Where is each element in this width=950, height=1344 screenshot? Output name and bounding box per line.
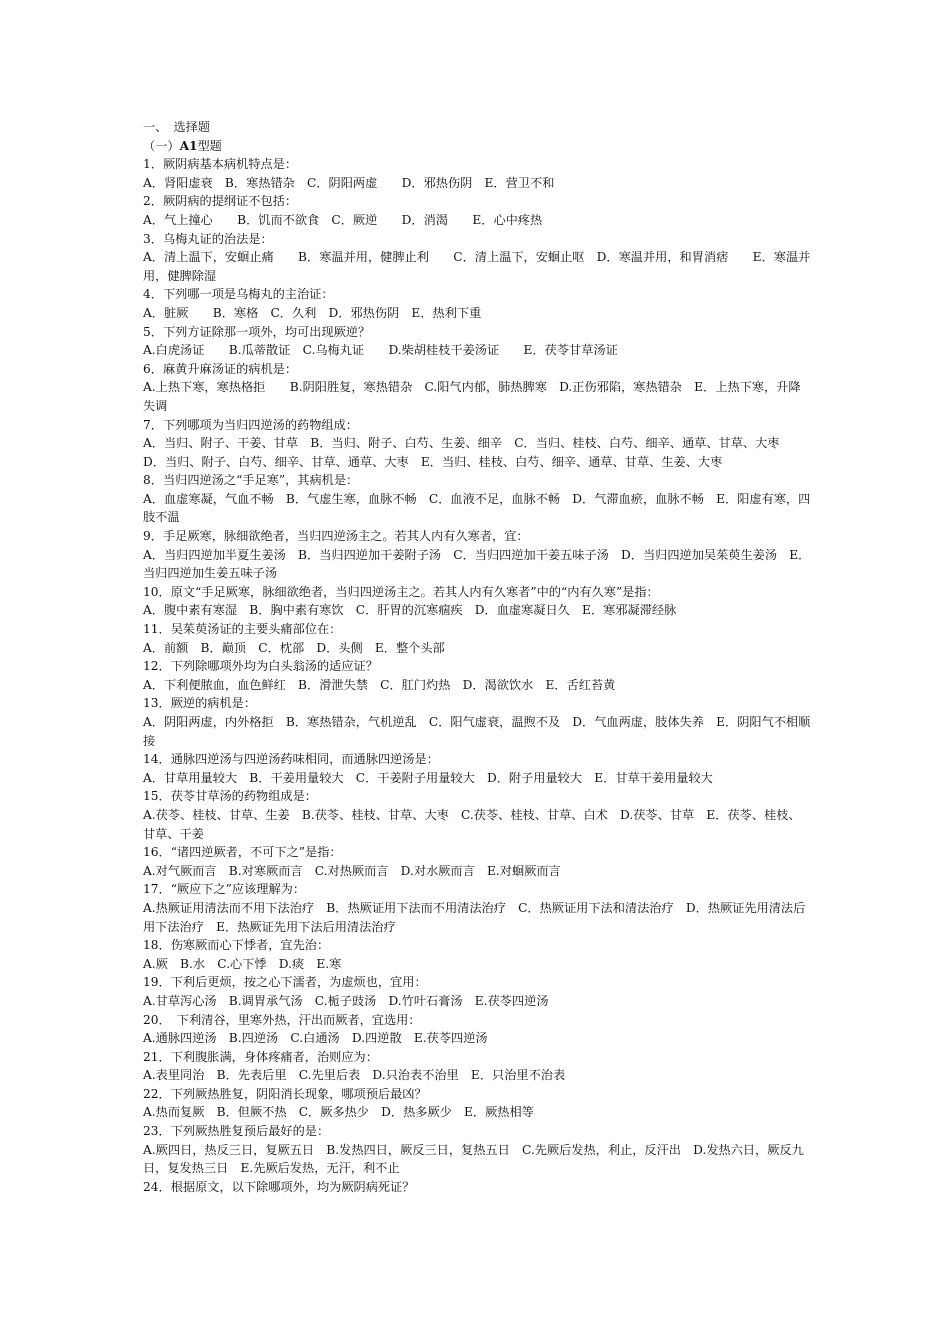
question-stem: 19．下利后更烦，按之心下濡者，为虚烦也，宜用：	[143, 975, 427, 990]
question-options: A.对气厥而言 B.对寒厥而言 C.对热厥而言 D.对水厥而言 E.对蛔厥而言	[143, 863, 561, 878]
document-page	[143, 118, 811, 1196]
question-stem: 23．下列厥热胜复预后最好的是：	[143, 1124, 330, 1139]
question-options: A．前额 B．巅顶 C．枕部 D．头侧 E．整个头部	[143, 640, 445, 655]
question-options: A．当归四逆加半夏生姜汤 B．当归四逆加干姜附子汤 C．当归四逆加干姜五味子汤 D．当归四逆加吴茱萸生姜汤 E．当归四逆加生姜五味子汤	[143, 547, 811, 581]
question-options: A．腹中素有寒湿 B．胸中素有寒饮 C．肝胃的沉寒痼疾 D．血虚寒凝日久 E．寒邪凝滞经脉	[143, 603, 677, 618]
question-stem: 6．麻黄升麻汤证的病机是：	[143, 361, 298, 376]
question-options: A.热厥证用清法而不用下法治疗 B．热厥证用下法而不用清法治疗 C．热厥证用下法和清法治疗 D．热厥证先用清法后用下法治疗 E．热厥证先用下法后用清法治疗	[143, 900, 806, 934]
question-stem: 5．下列方证除那一项外，均可出现厥逆？	[143, 324, 371, 339]
question-stem: 24．根据原文，以下除哪项外，均为厥阴病死证？	[143, 1179, 415, 1194]
question-stem: 7．下列哪项为当归四逆汤的药物组成：	[143, 417, 358, 432]
subsection-prefix: （一）	[143, 138, 180, 153]
subsection-suffix: 型题	[197, 138, 222, 153]
question-stem: 10．原文“手足厥寒，脉细欲绝者，当归四逆汤主之。若其人内有久寒者”中的“内有久寒”是指：	[143, 584, 659, 599]
question-options: A．清上温下，安蛔止痛 B．寒温并用，健脾止利 C．清上温下，安蛔止呕 D．寒温并用，和胃消痞 E．寒温并用，健脾除湿	[143, 250, 811, 283]
question-options: A.通脉四逆汤 B.四逆汤 C.白通汤 D.四逆散 E.茯苓四逆汤	[143, 1031, 488, 1046]
question-options: A.白虎汤证 B.瓜蒂散证 C.乌梅丸证 D.柴胡桂枝干姜汤证 E．茯苓甘草汤证	[143, 343, 618, 358]
question-options: A.厥 B.水 C.心下悸 D.痰 E.寒	[143, 956, 342, 971]
question-options: A．血虚寒凝，气血不畅 B．气虚生寒，血脉不畅 C．血液不足，血脉不畅 D．气滞血瘀，血脉不畅 E．阳虚有寒，四肢不温	[143, 491, 811, 525]
question-stem: 3．乌梅丸证的治法是：	[143, 231, 273, 246]
question-options: A．肾阳虚衰 B．寒热错杂 C．阴阳两虚 D．邪热伤阴 E．营卫不和	[143, 175, 555, 190]
question-options: A.上热下寒，寒热格拒 B.阴阳胜复，寒热错杂 C.阳气内郁，肺热脾寒 D.正伤邪陷，寒热错杂 E．上热下寒，升降失调	[143, 380, 801, 413]
question-options: A.表里同治 B．先表后里 C.先里后表 D.只治表不治里 E．只治里不治表	[143, 1068, 566, 1083]
question-options: A．下利便脓血，血色鲜红 B．滑泄失禁 C．肛门灼热 D．渴欲饮水 E．舌红苔黄	[143, 677, 616, 692]
question-options: A.甘草泻心汤 B.调胃承气汤 C.栀子豉汤 D.竹叶石膏汤 E.茯苓四逆汤	[143, 993, 549, 1008]
question-options: A．脏厥 B．寒格 C．久利 D．邪热伤阴 E．热利下重	[143, 305, 482, 320]
question-options: A．气上撞心 B．饥而不欲食 C．厥逆 D．消渴 E．心中疼热	[143, 212, 543, 227]
question-options: A.热而复厥 B．但厥不热 C．厥多热少 D．热多厥少 E．厥热相等	[143, 1105, 534, 1120]
question-stem: 16．“诸四逆厥者，不可下之”是指：	[143, 845, 342, 860]
question-stem: 18．伤寒厥而心下悸者，宜先治：	[143, 938, 330, 953]
question-stem: 22．下列厥热胜复，阴阳消长现象，哪项预后最凶？	[143, 1086, 427, 1101]
question-options: A.厥四日，热反三日，复厥五日 B.发热四日，厥反三日，复热五日 C.先厥后发热，利止，反汗出 D.发热六日，厥反九日，复发热三日 E.先厥后发热，无汗，利不止	[143, 1142, 804, 1176]
question-stem: 4．下列哪一项是乌梅丸的主治证：	[143, 287, 334, 302]
question-options: A．阴阳两虚，内外格拒 B．寒热错杂，气机逆乱 C．阳气虚衰，温煦不及 D．气血两虚，肢体失养 E．阴阳气不相顺接	[143, 715, 811, 748]
question-stem: 15．茯苓甘草汤的药物组成是：	[143, 789, 317, 804]
question-stem: 11．吴茱萸汤证的主要头痛部位在：	[143, 622, 342, 637]
question-options: A．甘草用量较大 B．干姜用量较大 C．干姜附子用量较大 D．附子用量较大 E．甘草干姜用量较大	[143, 770, 713, 785]
question-options: A.茯苓、桂枝、甘草、生姜 B.茯苓、桂枝、甘草、大枣 C.茯苓、桂枝、甘草、白术 D.茯苓、甘草 E．茯苓、桂枝、甘草、干姜	[143, 807, 801, 841]
question-stem: 2．厥阴病的提纲证不包括：	[143, 194, 298, 209]
question-stem: 8．当归四逆汤之“手足寒”，其病机是：	[143, 473, 359, 488]
section-title: 一、 选择题	[143, 120, 211, 134]
question-stem: 21．下利腹胀满，身体疼痛者，治则应为：	[143, 1049, 378, 1064]
question-list	[143, 155, 811, 1196]
question-stem: 9．手足厥寒，脉细欲绝者，当归四逆汤主之。若其人内有久寒者，宜：	[143, 529, 529, 544]
subsection-bold: A1	[179, 138, 198, 153]
question-stem: 1．厥阴病基本病机特点是：	[143, 157, 298, 172]
question-options: A．当归、附子、干姜、甘草 B．当归、附子、白芍、生姜、细辛 C．当归、桂枝、白芍、细辛、通草、甘草、大枣 D．当归、附子、白芍、细辛、甘草、通草、大枣 E．当归、桂枝、白芍、细辛、通草、甘草、生姜、大枣	[143, 436, 792, 469]
question-stem: 12．下列除哪项外均为白头翁汤的适应证？	[143, 659, 378, 674]
question-stem: 17．“厥应下之”应该理解为：	[143, 882, 306, 897]
question-stem: 13．厥逆的病机是：	[143, 696, 257, 711]
subsection-title	[143, 137, 811, 156]
question-stem: 20． 下利清谷，里寒外热，汗出而厥者，宜选用：	[143, 1012, 421, 1027]
question-stem: 14．通脉四逆汤与四逆汤药味相同，而通脉四逆汤是：	[143, 752, 439, 767]
